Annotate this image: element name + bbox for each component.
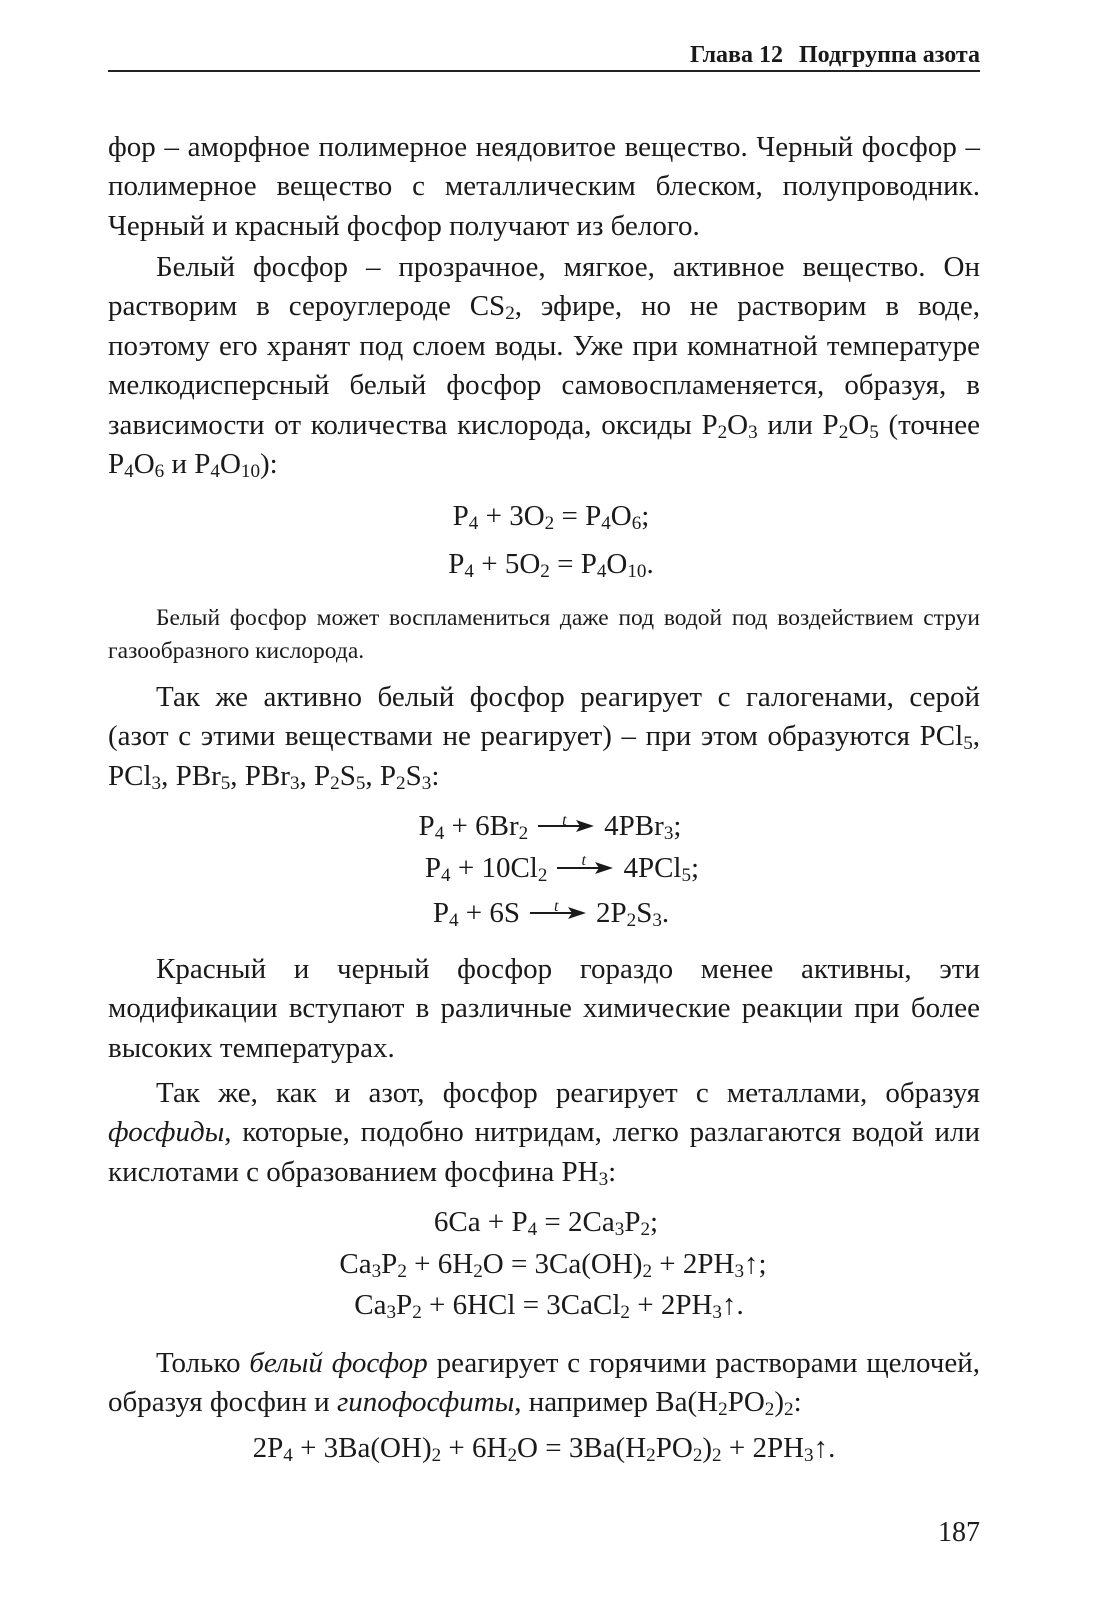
note-paragraph: Белый фосфор может воспламениться даже под водой под воздействием струи газообразного кислорода.	[108, 605, 980, 664]
paragraph: Так же активно белый фосфор реагирует с галогенами, серой (азот с этими веществами не реагирует) – при этом образуются PCl$_5$, PCl$_3$, PBr$_5$, PBr$_3$, $P_2S_5$, $P_2S_3$:	[108, 681, 980, 795]
paragraph: Красный и черный фосфор гораздо менее активны, эти модификации вступают в различные химические реакции при более высоких температурах.	[108, 953, 980, 1064]
equation: $2P_4 + 3Ba(OH)_2 + 6H_2O = 3Ba(H_2PO_2)_2$ + $2PH_3↑$.	[252, 1432, 836, 1467]
equation: $P_4 + 6S$ t $2P_2S_3$.	[432, 897, 670, 932]
running-header	[108, 40, 980, 74]
header-rule	[108, 70, 980, 72]
equation: $P_4 + 3O_2 = P_4O_6$;	[452, 500, 650, 535]
equation: $Ca_3P_2 + 6H_2O = 3Ca(OH)_2$ + $2PH_3↑$;	[339, 1248, 767, 1283]
paragraph: Только белый фосфор реагирует с горячими растворами щелочей, образуя фосфин и гипофосфиты, например $Ba(H_2PO_2)_2$:	[108, 1347, 980, 1421]
heating-arrow-icon: t	[555, 857, 615, 877]
page-body	[108, 128, 980, 1470]
page-number: 187	[938, 1517, 980, 1548]
heating-arrow-icon: t	[536, 815, 596, 835]
equation: $P_4 + 10Cl_2$ t 4PCl$_5$;	[424, 852, 700, 887]
equation: $P_4 + 5O_2 = P_4O_{10}$.	[448, 548, 654, 583]
chapter-number: Глава 12	[690, 42, 784, 68]
heating-arrow-icon: t	[528, 902, 588, 922]
paragraph: Белый фосфор – прозрачное, мягкое, активное вещество. Он растворим в сероуглероде $CS_2$, эфире, но не растворим в воде, поэтому его хранят под слоем воды. Уже при комнатной температуре мелкодисперсный белый фосфор самовоспламеняется, образуя, в зависимости от количества кислорода, оксиды $P_2O_3$ или $P_2O_5$ (точнее $P_4O_6$ и $P_4O_{10}$):	[108, 251, 981, 483]
paragraph: фор – аморфное полимерное неядовитое вещество. Черный фосфор – полимерное вещество с металлическим блеском, полупроводник. Черный и красный фосфор получают из белого.	[108, 131, 980, 242]
paragraph: Так же, как и азот, фосфор реагирует с металлами, образуя фосфиды, которые, подобно нитридам, легко разлагаются водой или кислотами с образованием фосфина $PH_3$:	[108, 1077, 980, 1191]
chapter-title: Подгруппа азота	[799, 42, 980, 68]
equation: $P_4 + 6Br_2$ t 4PBr$_3$;	[418, 810, 682, 845]
equation: $6Ca + P_4 = 2Ca_3P_2$;	[433, 1206, 659, 1241]
equation: $Ca_3P_2 + 6HCl$ = 3CaCl$_2$ + $2PH_3↑$.	[354, 1289, 744, 1324]
